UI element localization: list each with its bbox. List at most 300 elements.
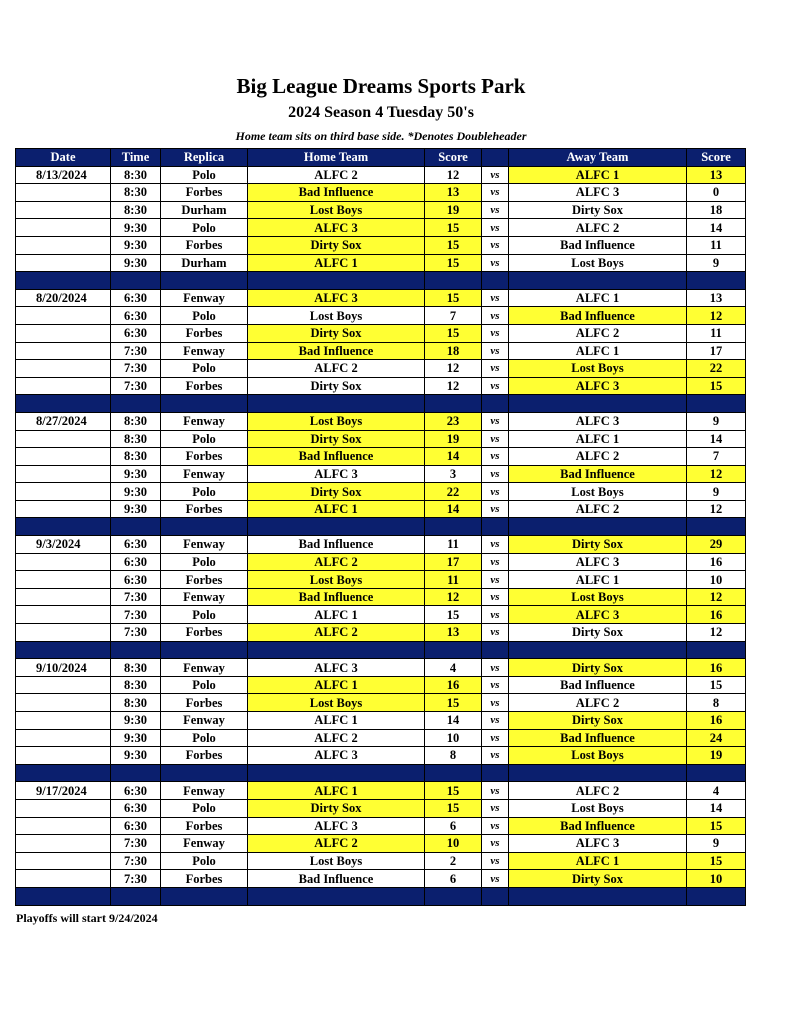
separator-cell (687, 518, 746, 536)
game-time: 9:30 (111, 483, 161, 501)
separator-cell (687, 395, 746, 413)
home-team: ALFC 3 (248, 659, 425, 677)
separator-cell (161, 272, 248, 290)
away-score: 9 (687, 254, 746, 272)
game-date (16, 729, 111, 747)
game-time: 7:30 (111, 852, 161, 870)
home-team: Bad Influence (248, 342, 425, 360)
home-score: 12 (425, 588, 482, 606)
vs-label: vs (482, 852, 509, 870)
away-score: 24 (687, 729, 746, 747)
home-team: Dirty Sox (248, 377, 425, 395)
game-time: 8:30 (111, 659, 161, 677)
game-time: 6:30 (111, 799, 161, 817)
home-score: 15 (425, 799, 482, 817)
col-replica: Replica (161, 149, 248, 167)
vs-label: vs (482, 835, 509, 853)
separator-cell (16, 272, 111, 290)
vs-label: vs (482, 659, 509, 677)
game-time: 9:30 (111, 236, 161, 254)
away-team: Lost Boys (509, 483, 687, 501)
vs-label: vs (482, 676, 509, 694)
away-score: 12 (687, 624, 746, 642)
away-score: 17 (687, 342, 746, 360)
game-field: Fenway (161, 659, 248, 677)
separator-cell (425, 764, 482, 782)
away-team: Dirty Sox (509, 536, 687, 554)
game-time: 6:30 (111, 782, 161, 800)
away-team: ALFC 3 (509, 835, 687, 853)
home-score: 18 (425, 342, 482, 360)
away-score: 14 (687, 799, 746, 817)
away-score: 8 (687, 694, 746, 712)
away-team: Bad Influence (509, 729, 687, 747)
away-team: Bad Influence (509, 307, 687, 325)
season-subtitle: 2024 Season 4 Tuesday 50's (288, 104, 474, 121)
table-row (16, 324, 746, 342)
game-date (16, 184, 111, 202)
table-row (16, 817, 746, 835)
away-team: Bad Influence (509, 676, 687, 694)
home-score: 12 (425, 360, 482, 378)
table-row (16, 588, 746, 606)
home-team: ALFC 2 (248, 166, 425, 184)
home-score: 16 (425, 676, 482, 694)
table-row (16, 676, 746, 694)
home-score: 15 (425, 219, 482, 237)
separator-cell (111, 764, 161, 782)
vs-label: vs (482, 606, 509, 624)
game-field: Polo (161, 430, 248, 448)
home-score: 17 (425, 553, 482, 571)
vs-label: vs (482, 324, 509, 342)
away-team: ALFC 3 (509, 184, 687, 202)
home-team: Lost Boys (248, 571, 425, 589)
home-score: 15 (425, 606, 482, 624)
away-team: ALFC 2 (509, 500, 687, 518)
separator-cell (425, 272, 482, 290)
vs-label: vs (482, 588, 509, 606)
game-date: 9/17/2024 (16, 782, 111, 800)
table-row (16, 553, 746, 571)
vs-label: vs (482, 694, 509, 712)
game-time: 8:30 (111, 201, 161, 219)
game-time: 6:30 (111, 571, 161, 589)
away-score: 9 (687, 835, 746, 853)
home-team: ALFC 1 (248, 254, 425, 272)
vs-label: vs (482, 729, 509, 747)
game-date (16, 870, 111, 888)
schedule-table (15, 148, 746, 906)
away-team: Bad Influence (509, 817, 687, 835)
vs-label: vs (482, 799, 509, 817)
home-score: 15 (425, 289, 482, 307)
separator-cell (482, 764, 509, 782)
table-row (16, 659, 746, 677)
home-team: ALFC 3 (248, 465, 425, 483)
home-score: 7 (425, 307, 482, 325)
away-team: ALFC 1 (509, 852, 687, 870)
away-score: 13 (687, 289, 746, 307)
separator-cell (509, 395, 687, 413)
game-time: 7:30 (111, 624, 161, 642)
game-time: 9:30 (111, 465, 161, 483)
away-team: Bad Influence (509, 465, 687, 483)
away-score: 11 (687, 324, 746, 342)
separator-cell (111, 395, 161, 413)
col-home-team: Home Team (248, 149, 425, 167)
vs-label: vs (482, 236, 509, 254)
table-row (16, 201, 746, 219)
separator-cell (161, 764, 248, 782)
table-row (16, 870, 746, 888)
away-team: ALFC 1 (509, 289, 687, 307)
game-date (16, 588, 111, 606)
game-time: 6:30 (111, 324, 161, 342)
home-team: Bad Influence (248, 448, 425, 466)
game-date (16, 676, 111, 694)
game-field: Forbes (161, 500, 248, 518)
away-score: 22 (687, 360, 746, 378)
separator-cell (248, 764, 425, 782)
separator-cell (509, 272, 687, 290)
playoffs-note: Playoffs will start 9/24/2024 (16, 911, 158, 925)
away-team: ALFC 3 (509, 377, 687, 395)
away-score: 9 (687, 412, 746, 430)
vs-label: vs (482, 412, 509, 430)
table-row (16, 184, 746, 202)
vs-label: vs (482, 553, 509, 571)
separator-cell (161, 518, 248, 536)
home-score: 6 (425, 817, 482, 835)
game-field: Polo (161, 166, 248, 184)
separator-cell (687, 641, 746, 659)
separator-cell (111, 272, 161, 290)
vs-label: vs (482, 430, 509, 448)
away-team: Lost Boys (509, 747, 687, 765)
game-field: Forbes (161, 184, 248, 202)
separator-cell (425, 887, 482, 905)
game-field: Polo (161, 799, 248, 817)
away-score: 19 (687, 747, 746, 765)
vs-label: vs (482, 571, 509, 589)
away-score: 12 (687, 588, 746, 606)
game-field: Fenway (161, 835, 248, 853)
home-score: 19 (425, 201, 482, 219)
home-score: 14 (425, 448, 482, 466)
away-team: ALFC 1 (509, 166, 687, 184)
away-team: ALFC 3 (509, 553, 687, 571)
away-score: 16 (687, 712, 746, 730)
table-row (16, 254, 746, 272)
col-away-team: Away Team (509, 149, 687, 167)
home-team: ALFC 1 (248, 606, 425, 624)
game-field: Forbes (161, 377, 248, 395)
separator-cell (687, 272, 746, 290)
game-time: 7:30 (111, 606, 161, 624)
game-time: 6:30 (111, 536, 161, 554)
home-score: 6 (425, 870, 482, 888)
away-team: ALFC 2 (509, 324, 687, 342)
home-score: 8 (425, 747, 482, 765)
home-score: 19 (425, 430, 482, 448)
game-field: Fenway (161, 289, 248, 307)
home-team: ALFC 3 (248, 289, 425, 307)
table-row (16, 500, 746, 518)
game-field: Forbes (161, 624, 248, 642)
table-row (16, 307, 746, 325)
table-row (16, 219, 746, 237)
home-score: 23 (425, 412, 482, 430)
game-time: 8:30 (111, 430, 161, 448)
separator-cell (509, 764, 687, 782)
vs-label: vs (482, 483, 509, 501)
game-time: 7:30 (111, 360, 161, 378)
game-date: 8/27/2024 (16, 412, 111, 430)
vs-label: vs (482, 536, 509, 554)
game-time: 8:30 (111, 448, 161, 466)
home-team: Lost Boys (248, 852, 425, 870)
away-team: Lost Boys (509, 588, 687, 606)
away-team: ALFC 3 (509, 412, 687, 430)
vs-label: vs (482, 166, 509, 184)
separator-cell (16, 764, 111, 782)
home-score: 4 (425, 659, 482, 677)
table-row (16, 465, 746, 483)
col-vs (482, 149, 509, 167)
separator-cell (482, 395, 509, 413)
home-score: 3 (425, 465, 482, 483)
away-score: 7 (687, 448, 746, 466)
table-row (16, 448, 746, 466)
away-score: 16 (687, 553, 746, 571)
game-field: Polo (161, 360, 248, 378)
home-score: 13 (425, 184, 482, 202)
home-score: 10 (425, 835, 482, 853)
game-time: 9:30 (111, 219, 161, 237)
home-score: 12 (425, 166, 482, 184)
game-field: Forbes (161, 571, 248, 589)
game-time: 8:30 (111, 184, 161, 202)
game-time: 6:30 (111, 553, 161, 571)
away-team: Dirty Sox (509, 201, 687, 219)
week-separator (16, 272, 746, 290)
vs-label: vs (482, 377, 509, 395)
table-row (16, 430, 746, 448)
away-team: ALFC 1 (509, 342, 687, 360)
away-score: 12 (687, 307, 746, 325)
week-separator (16, 887, 746, 905)
game-date (16, 799, 111, 817)
table-row (16, 342, 746, 360)
game-field: Polo (161, 676, 248, 694)
home-team: ALFC 2 (248, 729, 425, 747)
home-team: ALFC 2 (248, 360, 425, 378)
vs-label: vs (482, 624, 509, 642)
vs-label: vs (482, 201, 509, 219)
game-field: Polo (161, 729, 248, 747)
away-score: 9 (687, 483, 746, 501)
game-date: 9/3/2024 (16, 536, 111, 554)
game-field: Polo (161, 483, 248, 501)
away-score: 16 (687, 659, 746, 677)
game-field: Forbes (161, 870, 248, 888)
week-separator (16, 641, 746, 659)
away-team: ALFC 2 (509, 694, 687, 712)
home-team: ALFC 3 (248, 747, 425, 765)
vs-label: vs (482, 782, 509, 800)
home-team: ALFC 3 (248, 817, 425, 835)
separator-cell (509, 518, 687, 536)
separator-cell (111, 518, 161, 536)
game-time: 9:30 (111, 747, 161, 765)
table-row (16, 236, 746, 254)
separator-cell (16, 395, 111, 413)
vs-label: vs (482, 342, 509, 360)
home-score: 10 (425, 729, 482, 747)
game-date (16, 448, 111, 466)
game-date (16, 500, 111, 518)
vs-label: vs (482, 500, 509, 518)
separator-cell (248, 395, 425, 413)
game-time: 8:30 (111, 676, 161, 694)
home-team: Lost Boys (248, 412, 425, 430)
table-header-row (16, 149, 746, 167)
table-row (16, 852, 746, 870)
separator-cell (425, 641, 482, 659)
game-field: Durham (161, 201, 248, 219)
home-team: Lost Boys (248, 201, 425, 219)
separator-cell (425, 518, 482, 536)
game-field: Forbes (161, 236, 248, 254)
home-score: 2 (425, 852, 482, 870)
separator-cell (248, 518, 425, 536)
separator-cell (111, 887, 161, 905)
table-row (16, 483, 746, 501)
table-row (16, 799, 746, 817)
home-team: Dirty Sox (248, 430, 425, 448)
away-score: 12 (687, 500, 746, 518)
vs-label: vs (482, 712, 509, 730)
game-field: Fenway (161, 465, 248, 483)
game-date: 8/13/2024 (16, 166, 111, 184)
game-time: 9:30 (111, 254, 161, 272)
away-score: 15 (687, 377, 746, 395)
table-row (16, 571, 746, 589)
game-time: 8:30 (111, 412, 161, 430)
week-separator (16, 395, 746, 413)
away-score: 12 (687, 465, 746, 483)
vs-label: vs (482, 747, 509, 765)
home-team: ALFC 2 (248, 835, 425, 853)
home-team: Bad Influence (248, 184, 425, 202)
away-team: Dirty Sox (509, 870, 687, 888)
away-score: 14 (687, 219, 746, 237)
game-field: Durham (161, 254, 248, 272)
game-date (16, 606, 111, 624)
game-date (16, 553, 111, 571)
vs-label: vs (482, 184, 509, 202)
game-field: Forbes (161, 817, 248, 835)
game-field: Polo (161, 219, 248, 237)
away-team: ALFC 2 (509, 782, 687, 800)
away-team: ALFC 2 (509, 219, 687, 237)
separator-cell (687, 887, 746, 905)
away-score: 16 (687, 606, 746, 624)
game-date (16, 835, 111, 853)
game-date (16, 236, 111, 254)
game-date (16, 852, 111, 870)
away-score: 29 (687, 536, 746, 554)
home-team: ALFC 1 (248, 782, 425, 800)
game-date (16, 694, 111, 712)
game-field: Forbes (161, 448, 248, 466)
away-score: 13 (687, 166, 746, 184)
game-field: Fenway (161, 588, 248, 606)
table-row (16, 729, 746, 747)
separator-cell (161, 641, 248, 659)
away-team: Dirty Sox (509, 624, 687, 642)
home-team: Bad Influence (248, 588, 425, 606)
away-score: 15 (687, 852, 746, 870)
game-time: 7:30 (111, 588, 161, 606)
home-team: ALFC 3 (248, 219, 425, 237)
home-score: 15 (425, 694, 482, 712)
vs-label: vs (482, 465, 509, 483)
home-score: 15 (425, 236, 482, 254)
separator-cell (16, 641, 111, 659)
game-date (16, 430, 111, 448)
table-row (16, 412, 746, 430)
away-team: Lost Boys (509, 360, 687, 378)
game-time: 6:30 (111, 307, 161, 325)
home-team: Lost Boys (248, 307, 425, 325)
separator-cell (482, 272, 509, 290)
away-team: Lost Boys (509, 254, 687, 272)
home-team: Bad Influence (248, 536, 425, 554)
home-team: Dirty Sox (248, 799, 425, 817)
game-field: Polo (161, 606, 248, 624)
separator-cell (687, 764, 746, 782)
game-date (16, 219, 111, 237)
game-field: Fenway (161, 342, 248, 360)
away-team: Dirty Sox (509, 659, 687, 677)
game-time: 6:30 (111, 289, 161, 307)
separator-cell (111, 641, 161, 659)
away-score: 15 (687, 817, 746, 835)
game-time: 7:30 (111, 342, 161, 360)
game-date (16, 571, 111, 589)
game-time: 7:30 (111, 835, 161, 853)
game-field: Polo (161, 852, 248, 870)
col-date: Date (16, 149, 111, 167)
table-row (16, 360, 746, 378)
game-date: 8/20/2024 (16, 289, 111, 307)
separator-cell (482, 518, 509, 536)
away-team: Dirty Sox (509, 712, 687, 730)
table-row (16, 694, 746, 712)
game-time: 9:30 (111, 500, 161, 518)
home-score: 11 (425, 536, 482, 554)
table-row (16, 289, 746, 307)
game-time: 9:30 (111, 729, 161, 747)
home-score: 11 (425, 571, 482, 589)
away-score: 18 (687, 201, 746, 219)
game-field: Forbes (161, 324, 248, 342)
away-score: 10 (687, 571, 746, 589)
home-score: 12 (425, 377, 482, 395)
away-team: ALFC 2 (509, 448, 687, 466)
